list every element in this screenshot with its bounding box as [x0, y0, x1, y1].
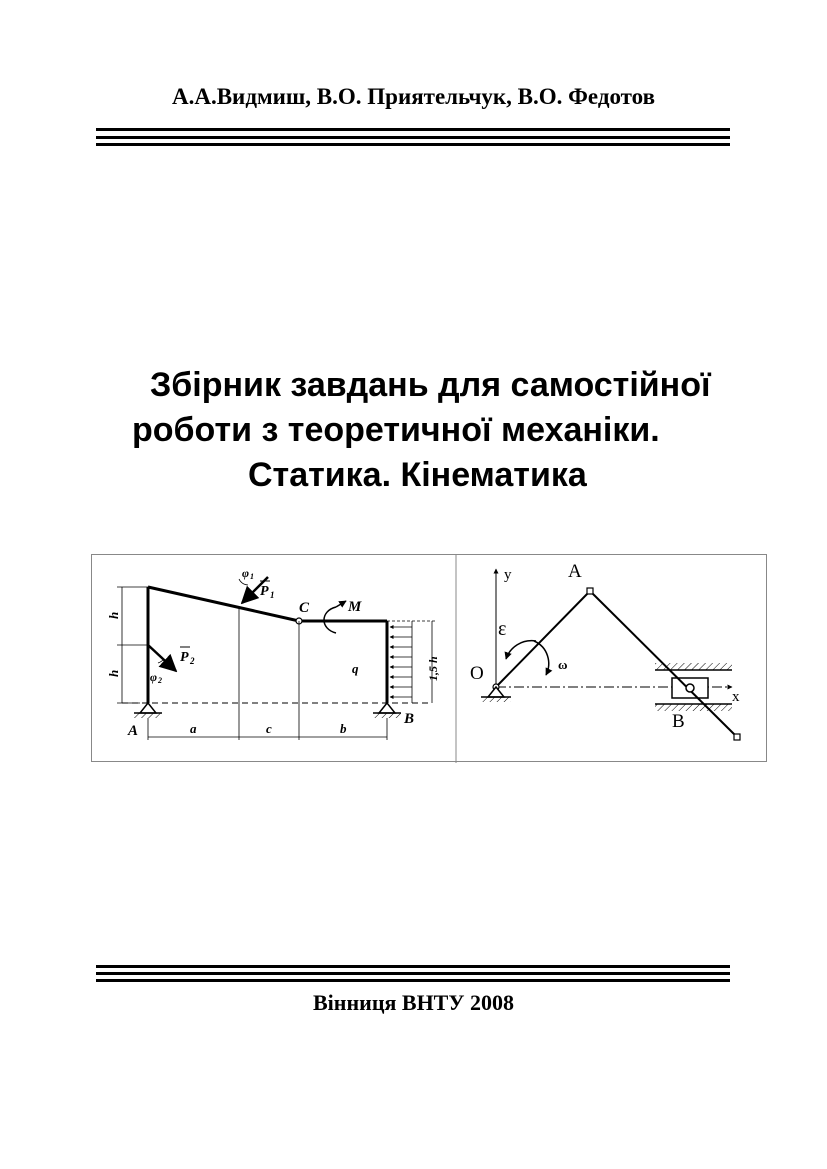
top-rule-3 [96, 143, 730, 146]
sloped-beam [148, 587, 299, 621]
label-c-dim: c [266, 721, 272, 736]
angle-phi2-arc [158, 659, 164, 663]
label-a-dim: a [190, 721, 197, 736]
mechanics-diagrams [92, 555, 768, 763]
label-p1: P [260, 584, 269, 599]
cover-figure [91, 554, 767, 762]
link-end [734, 734, 740, 740]
label-m: M [348, 599, 362, 615]
support-b [373, 703, 401, 718]
support-o [481, 684, 511, 702]
label-b-support: B [404, 711, 415, 727]
joint-a [587, 588, 593, 594]
label-epsilon: ε [498, 618, 507, 640]
joint-b [686, 684, 694, 692]
label-p1-sub: 1 [270, 590, 275, 600]
publisher-footer: Вінниця ВНТУ 2008 [313, 990, 514, 1015]
link-oa [496, 591, 590, 687]
label-omega: ω [558, 657, 568, 672]
label-b-dim: b [340, 721, 347, 736]
label-phi1-sub: 1 [250, 572, 254, 581]
kinematics-diagram [470, 561, 740, 740]
label-1-5h: 1,5 h [426, 656, 440, 681]
moment-m-head [336, 601, 346, 607]
title-line-1: Збірник завдань для самостійної [150, 366, 711, 404]
title-line-2: роботи з теоретичної механіки. [132, 411, 660, 449]
label-phi2: φ [150, 670, 158, 684]
top-rule-2 [96, 136, 730, 139]
label-a-support: A [128, 723, 139, 739]
bottom-rule-3 [96, 979, 730, 982]
label-o: O [470, 663, 484, 684]
label-p2-sub: 2 [190, 656, 195, 666]
label-h-bottom: h [106, 669, 121, 677]
label-h-top: h [106, 611, 121, 619]
support-a [134, 703, 162, 718]
label-c: C [299, 600, 310, 616]
label-q: q [352, 661, 359, 676]
label-p2: P [180, 650, 189, 665]
label-y-axis: y [504, 567, 512, 583]
label-phi2-sub: 2 [158, 676, 162, 685]
label-phi1: φ [242, 566, 250, 580]
label-a-kin: A [568, 561, 582, 582]
title-line-3: Статика. Кінематика [248, 456, 587, 494]
label-b-kin: B [672, 711, 685, 732]
distributed-load-q [390, 621, 412, 703]
authors: А.А.Видмиш, В.О. Приятельчук, В.О. Федотов [172, 84, 655, 109]
rail-bottom-hatch [655, 704, 732, 711]
bottom-rule-2 [96, 972, 730, 975]
bottom-rule-1 [96, 965, 730, 968]
top-rule-1 [96, 128, 730, 131]
force-p2-arrow [148, 645, 176, 671]
book-title [80, 363, 780, 498]
statics-diagram [106, 566, 440, 740]
label-x-axis: x [732, 689, 740, 705]
